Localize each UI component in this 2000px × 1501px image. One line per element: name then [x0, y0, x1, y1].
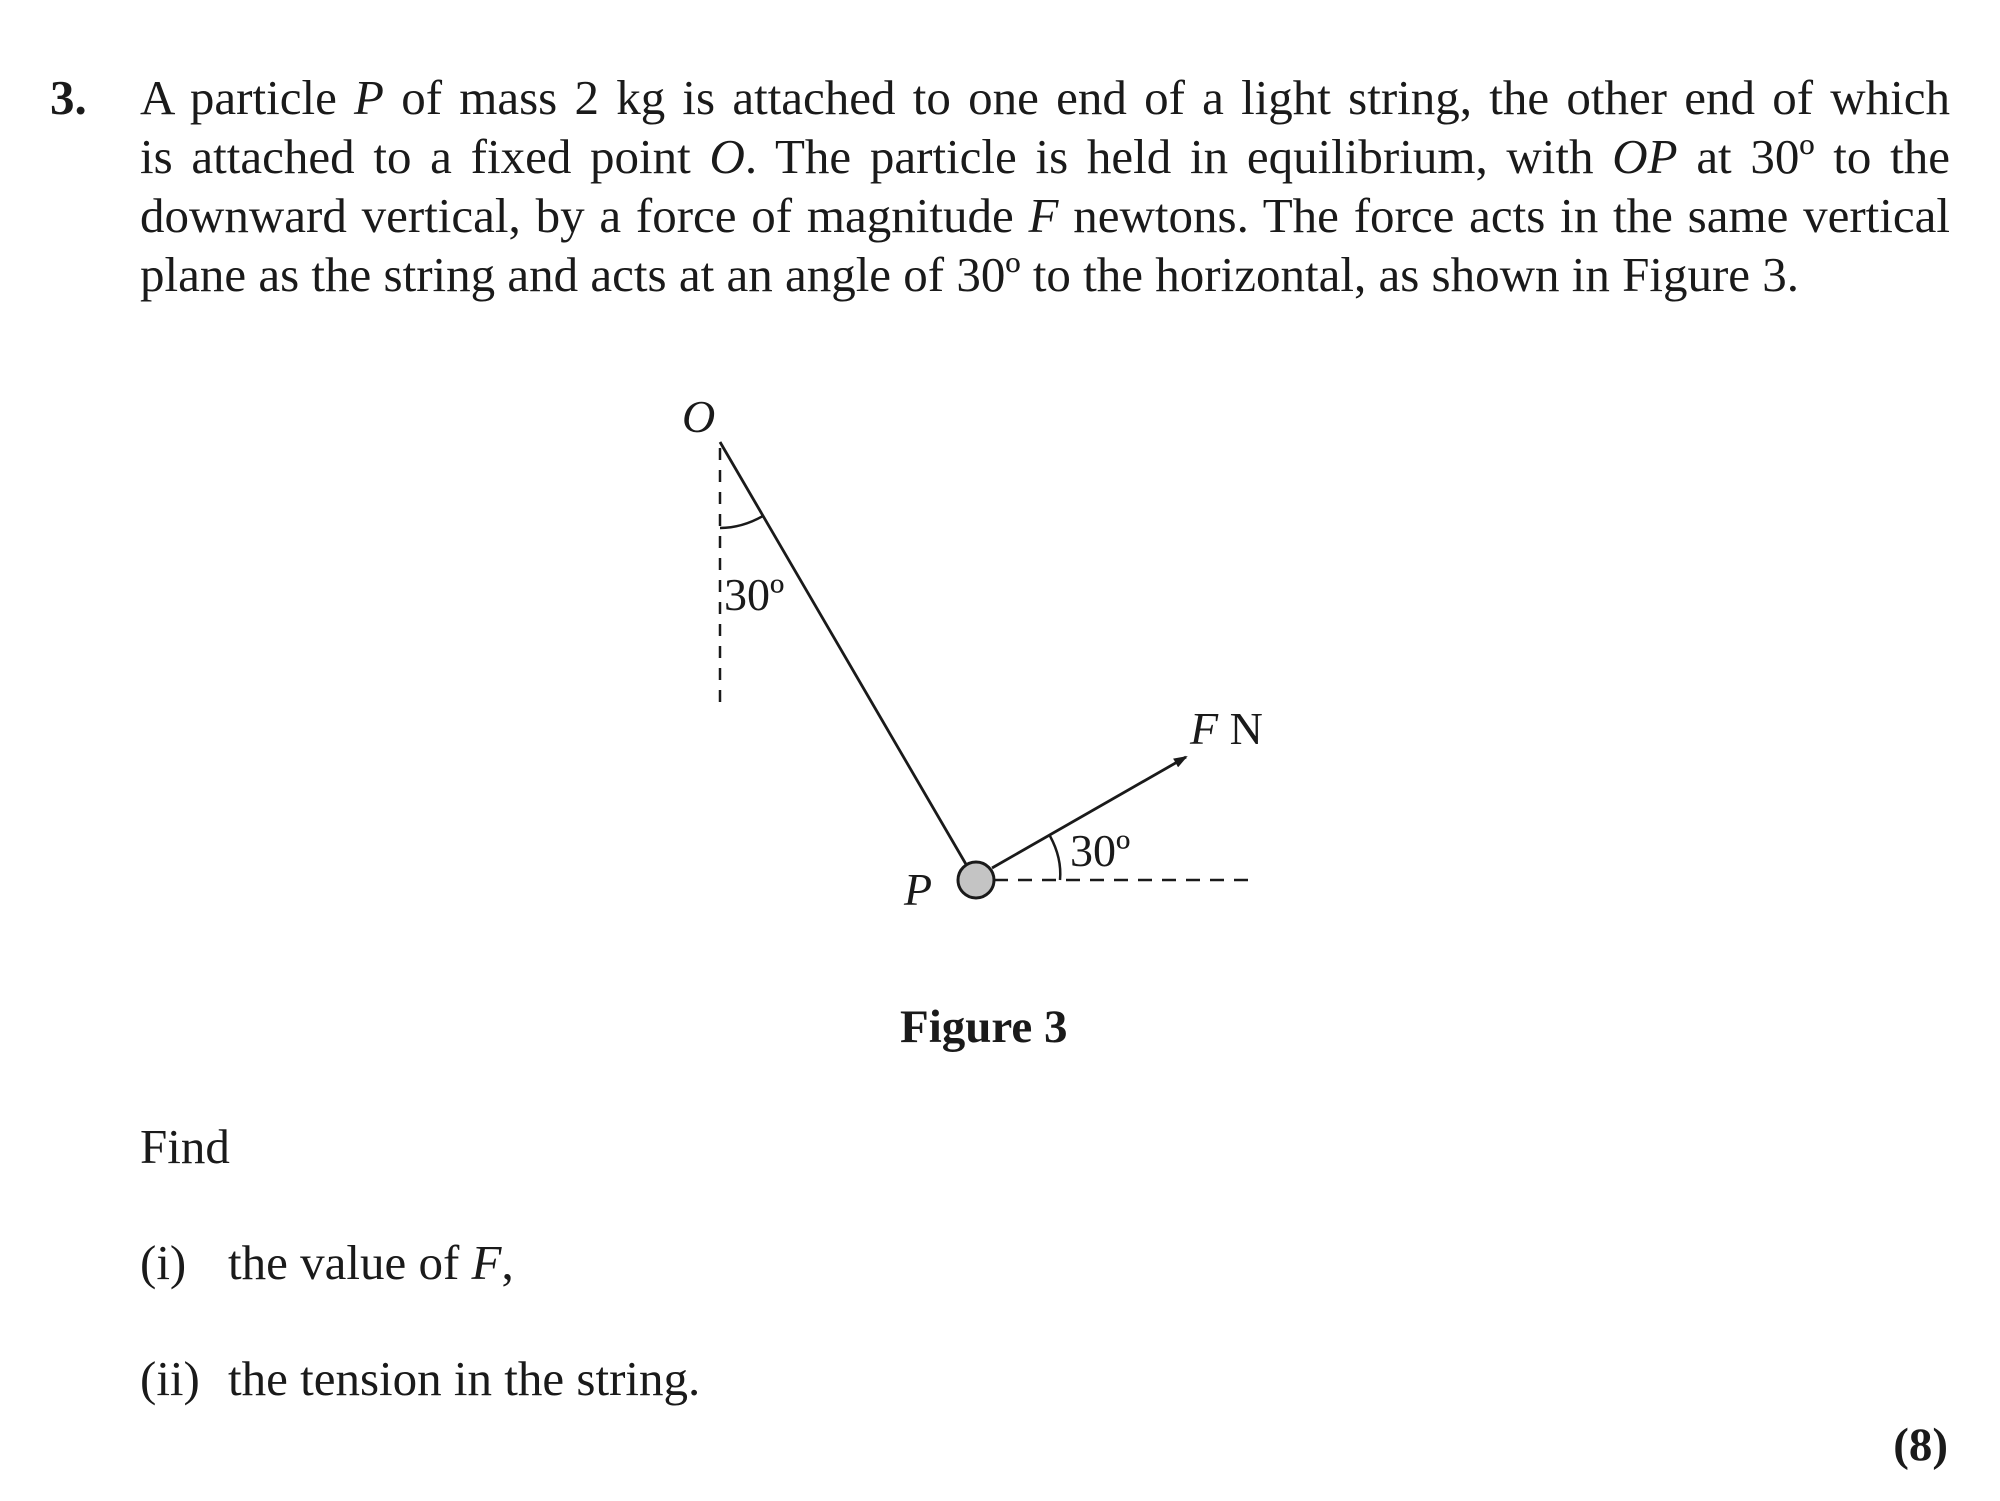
part-ii-label: (ii): [140, 1351, 200, 1406]
particle-p: [958, 862, 994, 898]
marks-total: (8): [1893, 1419, 1948, 1471]
angle-arc-p: [1050, 836, 1060, 880]
part-ii: (ii) the tension in the string.: [140, 1351, 701, 1406]
point-p-label: P: [904, 864, 933, 915]
stem-line-1: A particle P of mass 2 kg is attached to one end of a light string, the other end of which: [140, 70, 1950, 125]
force-label: F N: [1190, 703, 1263, 754]
part-i: (i) the value of F,: [140, 1235, 514, 1290]
stem-line-4: plane as the string and acts at an angle of 30º to the horizontal, as shown in Figure 3.: [140, 247, 1800, 302]
part-i-label: (i): [140, 1235, 187, 1290]
angle-label-o: 30º: [724, 569, 785, 620]
stem-line-3: downward vertical, by a force of magnitude F newtons. The force acts in the same vertical: [140, 188, 1951, 243]
angle-label-p: 30º: [1070, 825, 1131, 876]
question-number: 3.: [50, 70, 87, 125]
figure-caption: Figure 3: [900, 1001, 1068, 1053]
find-label: Find: [140, 1119, 230, 1174]
string-op: [720, 442, 974, 878]
point-o-label: O: [682, 391, 716, 442]
angle-arc-o: [720, 516, 763, 528]
stem-line-2: is attached to a fixed point O. The particle is held in equilibrium, with OP at 30º to the: [140, 129, 1951, 184]
